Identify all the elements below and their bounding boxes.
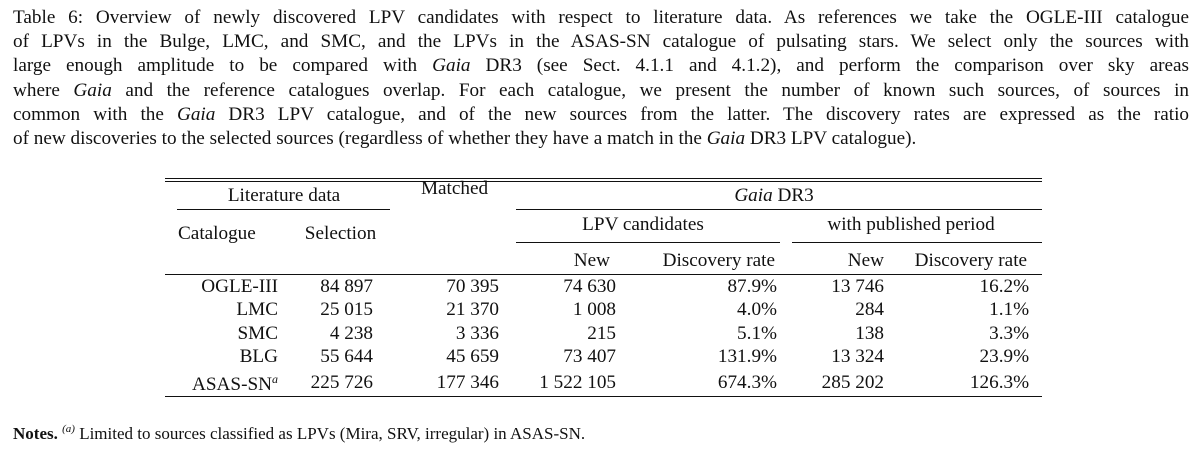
cell-new: 74 630 xyxy=(506,275,626,299)
cell-selection: 225 726 xyxy=(278,368,403,397)
cell-new-period: 284 xyxy=(855,299,885,321)
cell-new: 1 522 105 xyxy=(506,368,626,397)
table-row xyxy=(165,322,1042,345)
caption-line: of LPVs in the Bulge, LMC, and SMC, and the LPVs in the ASAS-SN catalogue of pulsating stars. We select only the sources with xyxy=(13,31,1189,53)
table-row xyxy=(165,275,1042,299)
header-catalogue: Catalogue xyxy=(178,222,256,244)
cell-catalogue: SMC xyxy=(237,322,278,344)
table-row xyxy=(165,298,1042,321)
table-row xyxy=(165,345,1042,368)
cell-matched: 45 659 xyxy=(446,346,500,368)
lpv-comparison-table xyxy=(165,178,1042,397)
cell-discovery-rate: 131.9% xyxy=(717,346,778,368)
cell-catalogue: ASAS-$SN^a$ xyxy=(165,368,278,397)
cell-discovery-rate-period: 16.2% xyxy=(884,275,1042,299)
cell-catalogue: BLG xyxy=(239,346,278,368)
table-caption xyxy=(13,6,1189,151)
notes-text: Limited to sources classified as LPVs (Mira, SRV, irregular) in ASAS-SN. xyxy=(74,424,586,443)
cell-selection: 84 897 xyxy=(278,275,403,299)
notes-label: Notes. xyxy=(13,424,58,443)
header-with-published-period: with published period xyxy=(780,210,1042,247)
header-selection: Selection xyxy=(304,222,377,244)
cell-matched: 177 346 xyxy=(403,368,506,397)
cell-new-period: 13 324 xyxy=(831,346,885,368)
cell-discovery-rate: 674.3% xyxy=(626,368,780,397)
header-gaia-dr3: Gaia DR3 xyxy=(734,184,814,206)
table-notes xyxy=(13,423,585,444)
cell-discovery-rate: 5.1% xyxy=(737,322,778,344)
cell-discovery-rate: 87.9% xyxy=(626,275,780,299)
cell-selection: 4 238 xyxy=(329,322,374,344)
header-lpv-candidates: LPV candidates xyxy=(506,210,780,247)
cell-discovery-rate: 4.0% xyxy=(737,299,778,321)
cell-new: 1 008 xyxy=(572,299,617,321)
cell-new: 73 407 xyxy=(563,346,617,368)
header-literature-data: Literature data xyxy=(227,184,341,206)
cell-new-period: 285 202 xyxy=(780,368,884,397)
footnote-marker: a xyxy=(272,372,278,387)
caption-line: Table 6: Overview of newly discovered LPV candidates with respect to literature data. As references we take the OGLE-III catalogue xyxy=(13,7,1189,28)
cell-new: 215 xyxy=(587,322,617,344)
caption-line: of new discoveries to the selected sources (regardless of whether they have a match in the Gaia DR3 LPV catalogue). xyxy=(13,128,917,150)
cell-matched: 21 370 xyxy=(446,299,500,321)
notes-marker: (a) xyxy=(62,423,75,435)
top-rule xyxy=(165,178,1042,179)
cell-discovery-rate-period: 1.1% xyxy=(989,299,1030,321)
cell-selection: 55 644 xyxy=(320,346,374,368)
caption-line: common with the Gaia DR3 LPV catalogue, and of the new sources from the latter. The discovery rates are expressed as the ratio xyxy=(13,103,1189,125)
header-matched: Matched xyxy=(420,177,489,199)
cell-discovery-rate-period: 3.3% xyxy=(989,322,1030,344)
cell-catalogue: OGLE-III xyxy=(165,275,278,299)
caption-line: where Gaia and the reference catalogues overlap. For each catalogue, we present the number of known such sources, of sources in xyxy=(13,79,1189,101)
caption-line: large enough amplitude to be compared with Gaia DR3 (see Sect. 4.1.1 and 4.1.2), and perform the comparison over sky areas xyxy=(13,55,1189,77)
table-row xyxy=(165,368,1042,397)
cell-matched: 3 336 xyxy=(455,322,500,344)
cell-catalogue: LMC xyxy=(236,299,278,321)
cell-discovery-rate-period: 126.3% xyxy=(884,368,1042,397)
header-new-lpv: New xyxy=(573,249,611,271)
cell-matched: 70 395 xyxy=(403,275,506,299)
cell-new-period: 138 xyxy=(855,322,885,344)
cell-new-period: 13 746 xyxy=(780,275,884,299)
cell-selection: 25 015 xyxy=(320,299,374,321)
header-discovery-rate-period: Discovery rate xyxy=(914,249,1028,271)
cell-discovery-rate-period: 23.9% xyxy=(979,346,1030,368)
header-discovery-rate-lpv: Discovery rate xyxy=(662,249,776,271)
header-new-period: New xyxy=(847,249,885,271)
